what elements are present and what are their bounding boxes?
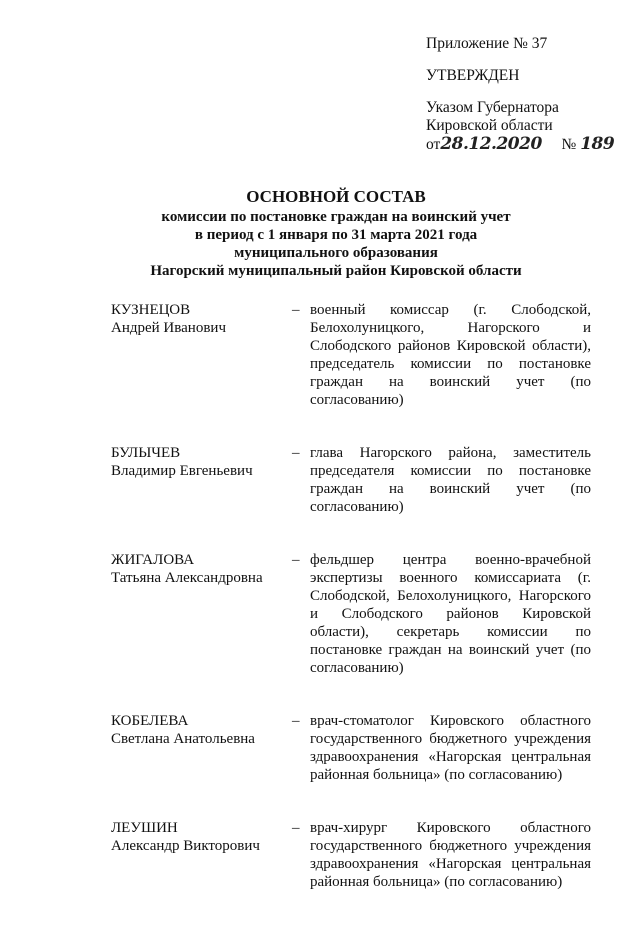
approved-label: УТВЕРЖДЕН	[426, 67, 520, 84]
member-dash: –	[292, 302, 300, 318]
member-given-name: Александр Викторович	[111, 838, 260, 854]
member-surname: КОБЕЛЕВА	[111, 713, 189, 729]
member-surname: ЛЕУШИН	[111, 820, 178, 836]
member-dash: –	[292, 445, 300, 461]
decree-line-1: Указом Губернатора	[426, 99, 559, 116]
members-list	[111, 301, 591, 926]
member-role: врач-стоматолог Кировского областного государственного бюджетного учреждения здравоохранения «Нагорская центральная районная больница» (по согласованию)	[310, 713, 591, 783]
member-name	[111, 819, 291, 855]
member-given-name: Андрей Иванович	[111, 320, 226, 336]
member-role: врач-хирург Кировского областного государственного бюджетного учреждения здравоохранения «Нагорская центральная районная больница» (по согласованию)	[310, 820, 591, 890]
member-entry	[111, 444, 591, 516]
member-role: глава Нагорского района, заместитель председателя комиссии по постановке граждан на воинский учет (по согласованию)	[310, 445, 591, 515]
title-line-2: в период с 1 января по 31 марта 2021 года	[194, 227, 478, 243]
member-name	[111, 301, 291, 337]
title-line-4: Нагорский муниципальный район Кировской области	[150, 263, 522, 279]
member-role: фельдшер центра военно-врачебной экспертизы военного комиссариата (г. Слободской, Белохолуницкого, Нагорского и Слободского районов Кировской области), секретарь комиссии по постановке граждан на воинский учет (по согласованию)	[310, 552, 591, 676]
member-entry	[111, 819, 591, 891]
decree-line-2: Кировской области	[426, 117, 553, 134]
approval-block	[426, 35, 626, 154]
member-given-name: Татьяна Александровна	[111, 570, 263, 586]
member-name	[111, 551, 291, 587]
title-line-3: муниципального образования	[234, 245, 438, 261]
member-given-name: Владимир Евгеньевич	[111, 463, 253, 479]
member-surname: КУЗНЕЦОВ	[111, 302, 191, 318]
member-dash: –	[292, 713, 300, 729]
member-entry	[111, 301, 591, 409]
member-given-name: Светлана Анатольевна	[111, 731, 255, 747]
member-role: военный комиссар (г. Слободской, Белохолуницкого, Нагорского и Слободского районов Кировской области), председатель комиссии по постановке граждан на воинский учет (по согласованию)	[310, 302, 591, 408]
member-dash: –	[292, 552, 300, 568]
decree-date-line	[426, 135, 626, 154]
member-name	[111, 712, 291, 748]
appendix-number: Приложение № 37	[426, 35, 548, 52]
member-entry	[111, 712, 591, 784]
handwritten-number: 189	[580, 134, 615, 154]
title-line-1: комиссии по постановке граждан на воинский учет	[161, 209, 511, 225]
document-title	[40, 186, 632, 280]
number-label: №	[561, 136, 577, 153]
member-surname: БУЛЫЧЕВ	[111, 445, 181, 461]
title-main: ОСНОВНОЙ СОСТАВ	[246, 187, 426, 206]
member-surname: ЖИГАЛОВА	[111, 552, 195, 568]
date-prefix: от	[426, 136, 441, 153]
member-entry	[111, 551, 591, 677]
member-name	[111, 444, 291, 480]
handwritten-date: 28.12.2020	[440, 134, 542, 154]
member-dash: –	[292, 820, 300, 836]
